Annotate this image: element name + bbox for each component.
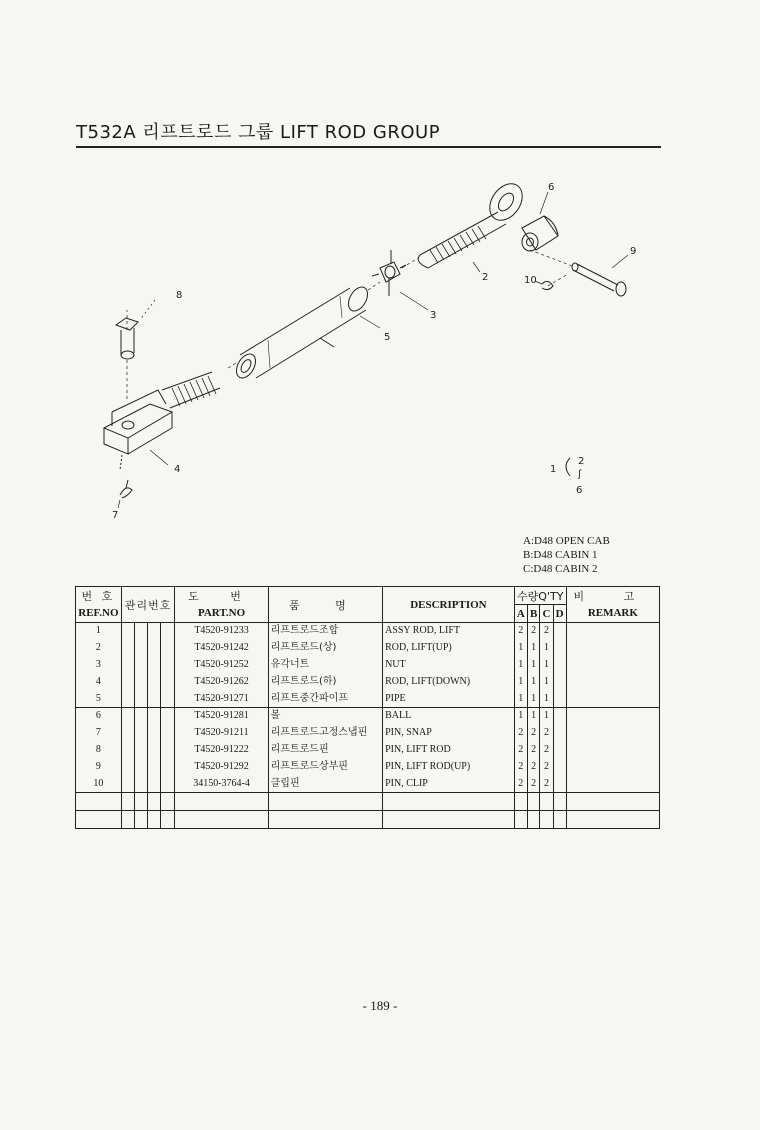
qty-a-cell: 2	[514, 758, 527, 775]
qty-b-cell: 1	[527, 673, 540, 690]
mgmt-cell	[161, 742, 175, 759]
qty-a-cell: 1	[514, 690, 527, 707]
callout-9: 9	[630, 246, 637, 257]
korean-name-cell: 리프트로드(하)	[268, 673, 382, 690]
header-qty-a: A	[514, 605, 527, 623]
empty-cell	[76, 810, 122, 828]
qty-c-cell: 1	[540, 640, 553, 657]
korean-name-cell: 볼	[268, 707, 382, 724]
empty-cell	[268, 810, 382, 828]
header-ref-en: REF.NO	[76, 605, 122, 623]
qty-a-cell: 2	[514, 725, 527, 742]
mgmt-cell	[134, 742, 147, 759]
qty-c-cell: 1	[540, 673, 553, 690]
qty-d-cell	[553, 775, 566, 792]
remark-cell	[566, 725, 659, 742]
mgmt-cell	[134, 657, 147, 674]
qty-b-cell: 1	[527, 640, 540, 657]
part-number-cell: T4520-91292	[175, 758, 268, 775]
header-description: DESCRIPTION	[383, 587, 515, 623]
mgmt-cell	[161, 640, 175, 657]
empty-cell	[134, 810, 147, 828]
callout-2: 2	[482, 272, 489, 283]
table-row	[76, 707, 660, 724]
qty-a-cell: 2	[514, 623, 527, 640]
mgmt-cell	[121, 725, 134, 742]
callout-7: 7	[112, 510, 119, 521]
table-row	[76, 657, 660, 674]
empty-cell	[383, 792, 515, 810]
mgmt-cell	[134, 725, 147, 742]
ref-no-cell: 6	[76, 707, 122, 724]
remark-cell	[566, 623, 659, 640]
header-qty: 수량Q'TY	[514, 587, 566, 605]
qty-b-cell: 1	[527, 657, 540, 674]
qty-a-cell: 2	[514, 742, 527, 759]
qty-c-cell: 1	[540, 707, 553, 724]
part-number-cell: T4520-91281	[175, 707, 268, 724]
remark-cell	[566, 758, 659, 775]
qty-a-cell: 1	[514, 707, 527, 724]
mgmt-cell	[134, 707, 147, 724]
korean-name-cell: 리프트로드조합	[268, 623, 382, 640]
qty-c-cell: 1	[540, 690, 553, 707]
description-cell: PIPE	[383, 690, 515, 707]
header-qty-b: B	[527, 605, 540, 623]
mgmt-cell	[121, 758, 134, 775]
qty-c-cell: 2	[540, 775, 553, 792]
parts-table-body	[76, 623, 660, 829]
mgmt-cell	[134, 690, 147, 707]
qty-d-cell	[553, 623, 566, 640]
part-number-cell: 34150-3764-4	[175, 775, 268, 792]
legend-item: C:D48 CABIN 2	[523, 563, 598, 575]
empty-cell	[161, 810, 175, 828]
description-cell: ROD, LIFT(DOWN)	[383, 673, 515, 690]
description-cell: BALL	[383, 707, 515, 724]
group-label-main: 1	[550, 464, 557, 475]
mgmt-cell	[161, 623, 175, 640]
mgmt-cell	[121, 657, 134, 674]
ref-no-cell: 4	[76, 673, 122, 690]
part-8-pin	[116, 318, 138, 359]
qty-d-cell	[553, 725, 566, 742]
mgmt-cell	[148, 690, 161, 707]
ref-no-cell: 7	[76, 725, 122, 742]
qty-b-cell: 2	[527, 758, 540, 775]
empty-cell	[514, 810, 527, 828]
mgmt-cell	[148, 742, 161, 759]
empty-cell	[148, 792, 161, 810]
qty-b-cell: 2	[527, 742, 540, 759]
qty-b-cell: 2	[527, 725, 540, 742]
mgmt-cell	[148, 673, 161, 690]
group-label-top: 2	[578, 456, 585, 467]
empty-cell	[553, 810, 566, 828]
group-label-bottom: 6	[576, 485, 583, 496]
part-number-cell: T4520-91222	[175, 742, 268, 759]
part-5-pipe	[233, 284, 372, 382]
empty-cell	[175, 810, 268, 828]
mgmt-cell	[148, 623, 161, 640]
mgmt-cell	[121, 775, 134, 792]
korean-name-cell: 리프트로드(상)	[268, 640, 382, 657]
empty-cell	[540, 810, 553, 828]
mgmt-cell	[161, 657, 175, 674]
qty-d-cell	[553, 758, 566, 775]
empty-cell	[566, 810, 659, 828]
part-number-cell: T4520-91252	[175, 657, 268, 674]
qty-d-cell	[553, 657, 566, 674]
remark-cell	[566, 640, 659, 657]
part-number-cell: T4520-91262	[175, 673, 268, 690]
header-name-ko: 품 명	[268, 587, 382, 623]
mgmt-cell	[161, 758, 175, 775]
empty-cell	[527, 810, 540, 828]
part-7-snap-pin	[120, 480, 132, 498]
callout-10: 10	[524, 275, 537, 286]
ref-no-cell: 3	[76, 657, 122, 674]
empty-cell	[148, 810, 161, 828]
blank-row	[76, 792, 660, 810]
empty-cell	[553, 792, 566, 810]
empty-cell	[175, 792, 268, 810]
remark-cell	[566, 657, 659, 674]
title-rule	[76, 146, 661, 148]
mgmt-cell	[134, 758, 147, 775]
qty-a-cell: 2	[514, 775, 527, 792]
qty-a-cell: 1	[514, 640, 527, 657]
mgmt-cell	[121, 623, 134, 640]
mgmt-cell	[148, 707, 161, 724]
header-part-en: PART.NO	[175, 605, 268, 623]
remark-cell	[566, 742, 659, 759]
header-mgmt: 관리번호	[121, 587, 175, 623]
qty-c-cell: 1	[540, 657, 553, 674]
part-4-lower-rod	[104, 372, 220, 470]
qty-d-cell	[553, 640, 566, 657]
mgmt-cell	[134, 640, 147, 657]
part-number-cell: T4520-91233	[175, 623, 268, 640]
mgmt-cell	[148, 657, 161, 674]
page-title: T532A 리프트로드 그룹 LIFT ROD GROUP	[76, 122, 441, 143]
mgmt-cell	[161, 707, 175, 724]
qty-a-cell: 1	[514, 657, 527, 674]
mgmt-cell	[161, 725, 175, 742]
empty-cell	[76, 792, 122, 810]
part-number-cell: T4520-91211	[175, 725, 268, 742]
qty-c-cell: 2	[540, 725, 553, 742]
ref-no-cell: 8	[76, 742, 122, 759]
mgmt-cell	[121, 640, 134, 657]
qty-b-cell: 1	[527, 690, 540, 707]
empty-cell	[121, 810, 134, 828]
korean-name-cell: 리프트로드핀	[268, 742, 382, 759]
blank-row	[76, 810, 660, 828]
part-3-nut	[372, 250, 406, 296]
part-number-cell: T4520-91271	[175, 690, 268, 707]
header-remark-ko: 비 고	[566, 587, 659, 605]
part-9-pin	[572, 263, 626, 296]
qty-c-cell: 2	[540, 758, 553, 775]
table-row	[76, 758, 660, 775]
table-row	[76, 742, 660, 759]
part-6-ball	[522, 216, 558, 251]
mgmt-cell	[121, 742, 134, 759]
description-cell: PIN, SNAP	[383, 725, 515, 742]
mgmt-cell	[121, 707, 134, 724]
mgmt-cell	[134, 623, 147, 640]
description-cell: PIN, LIFT ROD(UP)	[383, 758, 515, 775]
description-cell: ASSY ROD, LIFT	[383, 623, 515, 640]
group-label-mid: ʃ	[578, 469, 582, 480]
empty-cell	[161, 792, 175, 810]
remark-cell	[566, 775, 659, 792]
remark-cell	[566, 673, 659, 690]
header-remark-en: REMARK	[566, 605, 659, 623]
mgmt-cell	[148, 775, 161, 792]
header-qty-d: D	[553, 605, 566, 623]
callout-8: 8	[176, 290, 183, 301]
empty-cell	[514, 792, 527, 810]
legend-item: B:D48 CABIN 1	[523, 549, 598, 561]
table-row	[76, 673, 660, 690]
empty-cell	[134, 792, 147, 810]
qty-b-cell: 2	[527, 775, 540, 792]
page-number: - 189 -	[362, 998, 398, 1013]
table-row	[76, 623, 660, 640]
callout-6: 6	[548, 182, 555, 193]
qty-c-cell: 2	[540, 742, 553, 759]
ref-no-cell: 9	[76, 758, 122, 775]
exploded-parts-diagram	[0, 150, 760, 530]
ref-no-cell: 2	[76, 640, 122, 657]
empty-cell	[527, 792, 540, 810]
empty-cell	[540, 792, 553, 810]
header-part-ko: 도 번	[175, 587, 268, 605]
mgmt-cell	[148, 725, 161, 742]
qty-d-cell	[553, 673, 566, 690]
model-legend	[523, 534, 610, 576]
qty-b-cell: 1	[527, 707, 540, 724]
qty-b-cell: 2	[527, 623, 540, 640]
parts-table	[75, 586, 660, 829]
callout-3: 3	[430, 310, 437, 321]
mgmt-cell	[148, 640, 161, 657]
empty-cell	[566, 792, 659, 810]
mgmt-cell	[161, 673, 175, 690]
part-10-clip	[542, 281, 553, 289]
mgmt-cell	[148, 758, 161, 775]
qty-d-cell	[553, 690, 566, 707]
mgmt-cell	[121, 690, 134, 707]
description-cell: PIN, LIFT ROD	[383, 742, 515, 759]
ref-no-cell: 5	[76, 690, 122, 707]
korean-name-cell: 유각너트	[268, 657, 382, 674]
part-number-cell: T4520-91242	[175, 640, 268, 657]
mgmt-cell	[161, 690, 175, 707]
ref-no-cell: 1	[76, 623, 122, 640]
mgmt-cell	[121, 673, 134, 690]
legend-item: A:D48 OPEN CAB	[523, 535, 610, 547]
remark-cell	[566, 690, 659, 707]
table-row	[76, 725, 660, 742]
description-cell: NUT	[383, 657, 515, 674]
empty-cell	[383, 810, 515, 828]
qty-d-cell	[553, 742, 566, 759]
table-row	[76, 690, 660, 707]
callout-5: 5	[384, 332, 391, 343]
part-2-upper-rod	[418, 178, 529, 268]
mgmt-cell	[134, 775, 147, 792]
korean-name-cell: 리프트로드고정스냅핀	[268, 725, 382, 742]
qty-a-cell: 1	[514, 673, 527, 690]
description-cell: PIN, CLIP	[383, 775, 515, 792]
mgmt-cell	[161, 775, 175, 792]
ref-no-cell: 10	[76, 775, 122, 792]
qty-d-cell	[553, 707, 566, 724]
mgmt-cell	[134, 673, 147, 690]
empty-cell	[268, 792, 382, 810]
korean-name-cell: 클립핀	[268, 775, 382, 792]
remark-cell	[566, 707, 659, 724]
table-row	[76, 775, 660, 792]
table-row	[76, 640, 660, 657]
header-ref-ko: 번 호	[76, 587, 122, 605]
callout-4: 4	[174, 464, 181, 475]
empty-cell	[121, 792, 134, 810]
qty-c-cell: 2	[540, 623, 553, 640]
header-qty-c: C	[540, 605, 553, 623]
korean-name-cell: 리프트로드상부핀	[268, 758, 382, 775]
description-cell: ROD, LIFT(UP)	[383, 640, 515, 657]
korean-name-cell: 리프트중간파이프	[268, 690, 382, 707]
